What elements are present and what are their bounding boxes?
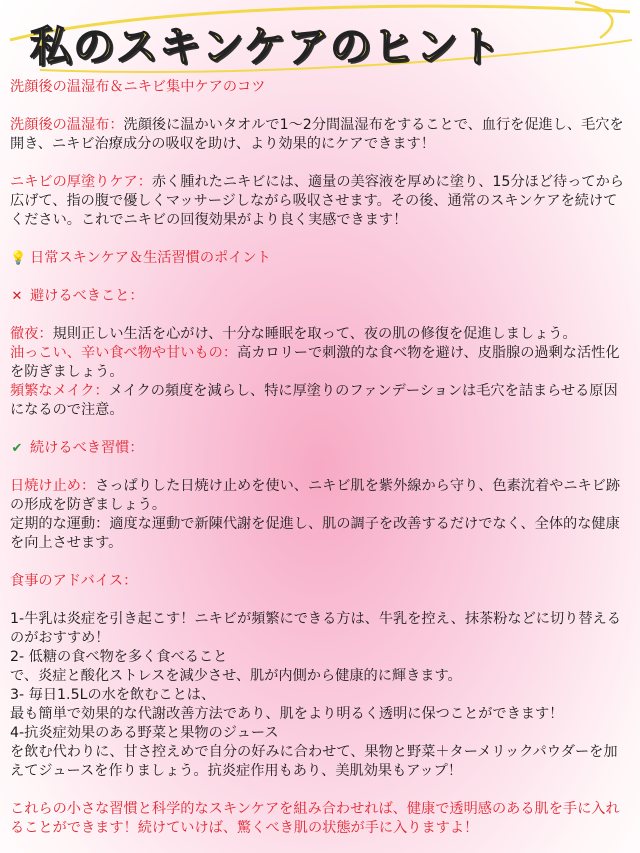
- tip-warm-compress: [10, 116, 630, 154]
- diet-line: 3- 毎日1.5Lの水を飲むことは、: [10, 687, 216, 703]
- diet-line: を飲む代わりに、甘さ控えめで自分の好みに合わせて、果物と野菜＋ターメリックパウダーを加えてジュースを作りましょう。抗炎症作用もあり、美肌効果もアップ！: [10, 744, 618, 779]
- list-item: [10, 382, 630, 420]
- section2-heading: [10, 249, 630, 268]
- tip-label: ニキビの厚塗りケア：: [10, 174, 152, 190]
- keep-heading-text: 続けるべき習慣：: [30, 440, 144, 456]
- item-text: メイクの頻度を減らし、特に厚塗りのファンデーションは毛穴を詰まらせる原因になるので注意。: [10, 383, 618, 418]
- item-label: 油っこい、辛い食べ物や甘いもの：: [10, 345, 238, 361]
- item-text: 高カロリーで刺激的な食べ物を避け、皮脂腺の過剰な活性化を防ぎましょう。: [10, 345, 620, 380]
- item-text: 規則正しい生活を心がけ、十分な睡眠を取って、夜の肌の修復を促進しましょう。: [52, 326, 577, 342]
- list-item: [10, 325, 630, 344]
- list-item: [10, 477, 630, 515]
- section2-heading-text: 日常スキンケア＆生活習慣のポイント: [30, 250, 271, 266]
- item-label: 日焼け止め：: [10, 478, 96, 494]
- avoid-heading-text: 避けるべきこと：: [30, 288, 144, 304]
- diet-line: 2- 低糖の食べ物を多く食べること: [10, 649, 228, 665]
- diet-line: 4-抗炎症効果のある野菜と果物のジュース: [10, 725, 279, 741]
- diet-line: 最も簡単で効果的な代謝改善方法であり、肌をより明るく透明に保つことができます！: [10, 706, 564, 722]
- list-item: [10, 515, 630, 553]
- diet-line: で、炎症と酸化ストレスを減少させ、肌が内側から健康的に輝きます。: [10, 668, 462, 684]
- keep-heading: [10, 439, 630, 458]
- item-label: 頻繁なメイク：: [10, 383, 109, 399]
- cross-icon: ✕: [11, 289, 23, 304]
- item-text: 定期的な運動：適度な運動で新陳代謝を促進し、肌の調子を改善するだけでなく、全体的な健康を向上させます。: [10, 516, 620, 551]
- page-title: 私のスキンケアのヒント: [30, 22, 502, 71]
- main-content: [10, 78, 630, 838]
- tip-spot-care: [10, 173, 630, 230]
- tip-label: 洗顔後の温湿布：: [10, 117, 124, 133]
- item-text: さっぱりした日焼け止めを使い、ニキビ肌を紫外線から守り、色素沈着やニキビ跡の形成を防ぎましょう。: [10, 478, 621, 513]
- section1-heading: 洗顔後の温湿布＆ニキビ集中ケアのコツ: [10, 79, 266, 95]
- diet-line: 1-牛乳は炎症を引き起こす！ニキビが頻繁にできる方は、牛乳を控え、抹茶粉などに切り替えるのがおすすめ！: [10, 611, 621, 646]
- lightbulb-icon: 💡: [10, 251, 27, 266]
- closing-text: これらの小さな習慣と科学的なスキンケアを組み合わせれば、健康で透明感のある肌を手に入れることができます！続けていけば、驚くべき肌の状態が手に入りますよ！: [10, 801, 620, 836]
- check-icon: ✔: [11, 441, 23, 456]
- diet-heading: 食事のアドバイス：: [10, 573, 138, 589]
- tip-text: 赤く腫れたニキビには、適量の美容液を厚めに塗り、15分ほど待ってから広げて、指の腹で優しくマッサージしながら吸収させます。その後、通常のスキンケアを続けてください。これでニキビの回復効果がより良く実感できます！: [10, 174, 624, 228]
- item-label: 徹夜：: [10, 326, 53, 342]
- avoid-heading: [10, 287, 630, 306]
- title-banner: [0, 0, 640, 80]
- tip-text: 洗顔後に温かいタオルで1〜2分間温湿布をすることで、血行を促進し、毛穴を開き、ニキビ治療成分の吸収を助け、より効果的にケアできます！: [10, 117, 624, 152]
- list-item: [10, 344, 630, 382]
